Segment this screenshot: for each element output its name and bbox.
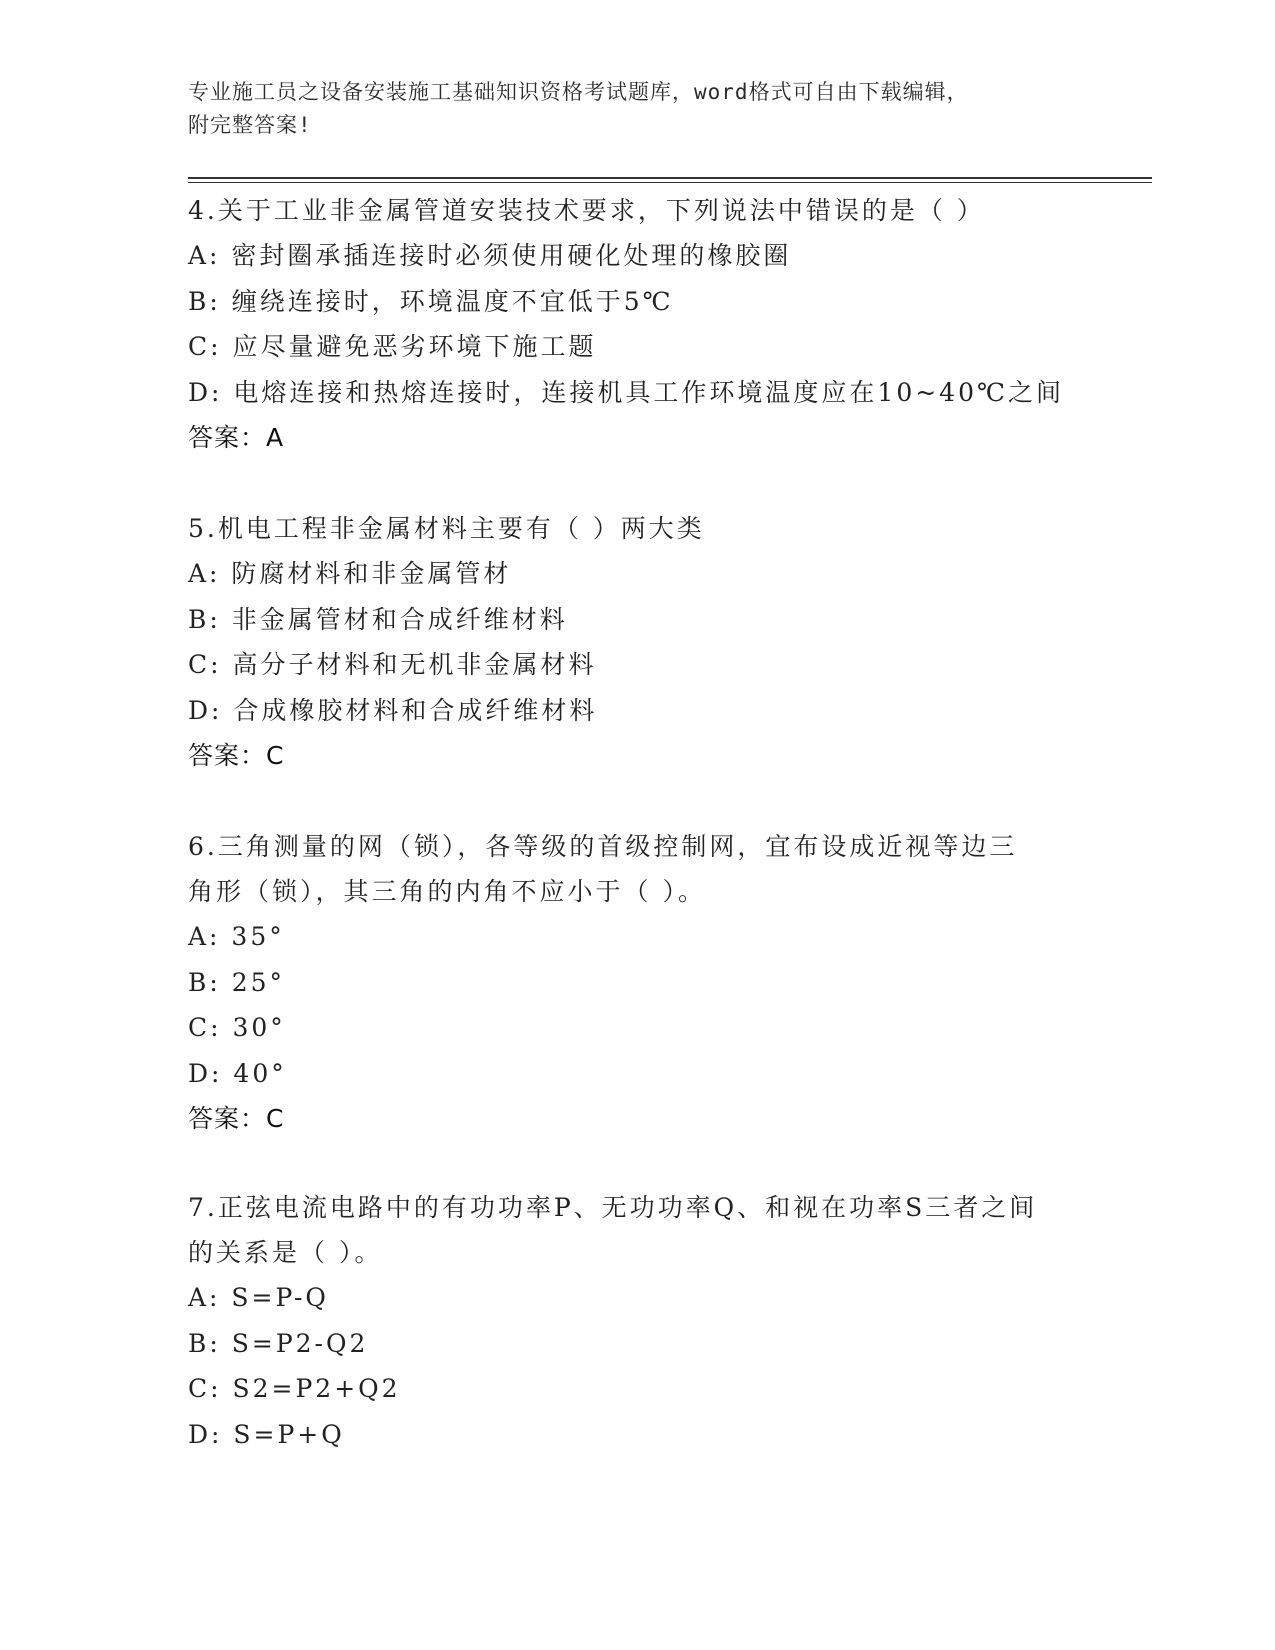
header-divider-thick xyxy=(188,177,1152,179)
question-stem-line-2: 的关系是（ ）。 xyxy=(188,1238,383,1267)
option-b: B: 25° xyxy=(188,967,286,997)
question-stem: 4.关于工业非金属管道安装技术要求，下列说法中错误的是（ ） xyxy=(188,196,985,225)
answer-label: 答案：A xyxy=(188,423,285,452)
option-c: C: 高分子材料和无机非金属材料 xyxy=(188,650,597,679)
question-6 xyxy=(188,824,1088,1141)
answer-label: 答案：C xyxy=(188,1104,285,1133)
option-b: B: S=P2-Q2 xyxy=(188,1328,369,1358)
option-a: A: 防腐材料和非金属管材 xyxy=(188,559,512,588)
question-7 xyxy=(188,1185,1088,1457)
option-d: D: 电熔连接和热熔连接时，连接机具工作环境温度应在10~40℃之间 xyxy=(188,377,1064,407)
question-stem-line-1: 6.三角测量的网（锁），各等级的首级控制网，宜布设成近视等边三 xyxy=(188,832,1018,861)
option-a: A: 密封圈承插连接时必须使用硬化处理的橡胶圈 xyxy=(188,241,792,270)
header-line-2: 附完整答案! xyxy=(188,113,312,137)
question-4 xyxy=(188,188,1088,460)
option-a: A: 35° xyxy=(188,922,285,951)
option-d: D: S=P+Q xyxy=(188,1419,345,1449)
question-5 xyxy=(188,506,1088,778)
option-d: D: 40° xyxy=(188,1058,287,1088)
option-c: C: S2=P2+Q2 xyxy=(188,1374,401,1403)
header-line-1: 专业施工员之设备安装施工基础知识资格考试题库，word格式可自由下载编辑， xyxy=(188,80,969,104)
answer-label: 答案：C xyxy=(188,741,285,770)
header-divider-thin xyxy=(188,182,1152,183)
option-b: B: 缠绕连接时，环境温度不宜低于5℃ xyxy=(188,286,674,316)
question-stem: 5.机电工程非金属材料主要有（ ）两大类 xyxy=(188,514,705,543)
option-c: C: 应尽量避免恶劣环境下施工题 xyxy=(188,332,597,361)
option-a: A: S=P-Q xyxy=(188,1283,329,1312)
option-c: C: 30° xyxy=(188,1013,286,1042)
document-header xyxy=(188,76,1088,142)
question-stem-line-2: 角形（锁），其三角的内角不应小于（ ）。 xyxy=(188,877,706,906)
option-b: B: 非金属管材和合成纤维材料 xyxy=(188,604,568,634)
question-stem-line-1: 7.正弦电流电路中的有功功率P、无功功率Q、和视在功率S三者之间 xyxy=(188,1193,1038,1222)
option-d: D: 合成橡胶材料和合成纤维材料 xyxy=(188,695,598,725)
